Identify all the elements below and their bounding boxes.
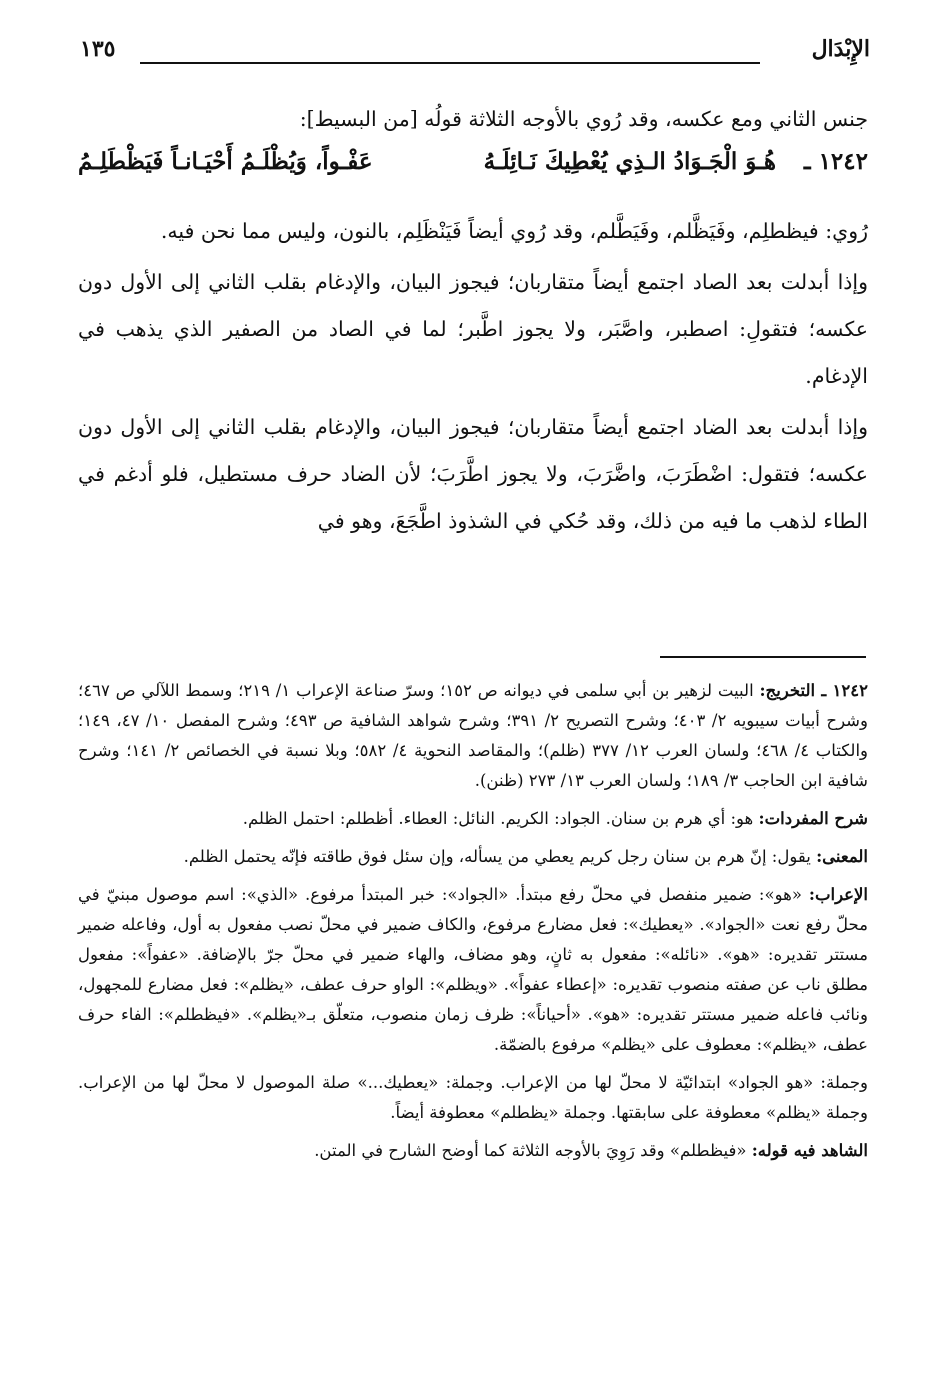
evidence-label: الشاهد فيه قوله: [751,1141,868,1160]
takhrij-text: البيت لزهير بن أبي سلمى في ديوانه ص ١٥٢؛ وسرّ صناعة الإعراب ١/ ٢١٩؛ وسمط اللآلي ص ٤٦٧؛ وشرح أبيات سيبويه ٢/ ٤٠٣؛ وشرح التصريح ٢/ ٣٩١؛ وشرح شواهد الشافية ص ٤٩٣؛ وشرح المفصل ١٠/ ٤٧، ١٤٩؛ والكتاب ٤/ ٤٦٨؛ ولسان العرب ١٢/ ٣٧٧ (ظلم)؛ والمقاصد النحوية ٤/ ٥٨٢؛ وبلا نسبة في الخصائص ٢/ ١٤١؛ وشرح شافية ابن الحاجب ٣/ ١٨٩؛ ولسان العرب ١٣/ ٢٧٣ (ظنن). [78,681,869,790]
parsing-text: «هو»: ضمير منفصل في محلّ رفع مبتدأ. «الجواد»: خبر المبتدأ مرفوع. «الذي»: اسم موصول مبنيّ في محلّ رفع نعت «الجواد». «يعطيك»: فعل مضارع مرفوع، والكاف ضمير في محلّ نصب مفعول به أول، وفاعله ضمير مستتر تقديره: «هو». «نائله»: مفعول به ثانٍ، وهو مضاف، والهاء ضمير في محلّ جرّ بالإضافة. «عفواً»: مفعول مطلق ناب عن صفته منصوب تقديره: «إعطاء عفواً». «ويظلم»: الواو حرف عطف، «يظلم»: فعل مضارع للمجهول، ونائب فاعله ضمير مستتر تقديره: «هو». «أحياناً»: ظرف زمان منصوب، متعلّق بـ«يظلم». «فيظطلم»: الفاء حرف عطف، «يظلم»: معطوف على «يظلم» مرفوع بالضمّة. [78,885,868,1054]
poetry-verse [78,144,868,194]
footnote-takhrij [78,676,868,796]
vocabulary-label: شرح المفردات: [758,809,868,828]
chapter-title: الإِبْدَال [811,36,870,62]
footnote-parsing [78,880,868,1060]
footnote-separator [660,656,866,658]
verse-number: ١٢٤٢ ـ [803,148,868,175]
footnote-meaning [78,842,868,872]
paragraph-riwayat: رُوي: فيظطلِم، وفَيَظَّلم، وفَيَطَّلم، وقد رُوي أيضاً فَيَنْظَلِم، بالنون، وليس مما نحن فيه. [160,219,868,243]
meaning-label: المعنى: [816,847,868,866]
vocabulary-text: هو: أي هرم بن سنان. الجواد: الكريم. النائل: العطاء. أظطلم: احتمل الظلم. [242,809,754,828]
footnotes [78,676,868,1174]
takhrij-label: ١٢٤٢ ـ التخريج: [759,681,868,700]
meaning-text: يقول: إنّ هرم بن سنان رجل كريم يعطي من يسأله، وإن سئل فوق طاقته فإنّه يحتمل الظلم. [183,847,811,866]
header-rule [140,62,760,64]
main-body [78,208,868,549]
intro-paragraph: جنس الثاني ومع عكسه، وقد رُوي بالأوجه الثلاثة قولُه [من البسيط]: [299,107,868,131]
intro-line [78,96,868,147]
paragraph-dad: وإذا أبدلت بعد الضاد اجتمع أيضاً متقاربان؛ فيجوز البيان، والإدغام بقلب الثاني إلى الأول دون عكسه؛ فتقول: اضْطَرَبَ، واضَّرَبَ، ولا يجوز اطَّرَبَ؛ لأن الضاد حرف مستطيل، فلو أدغم في الطاء لذهب ما فيه من ذلك، وقد حُكي في الشذوذ اطَّجَعَ، وهو في [78,415,868,533]
verse-first-hemistich: هُـوَ الْجَـوَادُ الـذِي يُعْطِيكَ نَـائِلَـهُ [483,148,776,175]
footnote-vocabulary [78,804,868,834]
footnote-evidence [78,1136,868,1166]
paragraph-sad: وإذا أبدلت بعد الصاد اجتمع أيضاً متقاربان؛ فيجوز البيان، والإدغام بقلب الثاني إلى الأول دون عكسه؛ فتقولِ: اصطبر، واصَّبَر، ولا يجوز اطَّبر؛ لما في الصاد من الصفير الذي يذهب في الإدغام. [78,270,868,388]
evidence-text: «فيظطلم» وقد رَوِيَ بالأوجه الثلاثة كما أوضح الشارح في المتن. [314,1141,747,1160]
page-number: ١٣٥ [80,36,116,62]
footnote-sentences: وجملة: «هو الجواد» ابتدائيّة لا محلّ لها من الإعراب. وجملة: «يعطيك...» صلة الموصول لا محلّ لها من الإعراب. وجملة «يظلم» معطوفة على سابقتها. وجملة «يظطلم» معطوفة أيضاً. [78,1073,868,1122]
running-header [80,36,870,72]
parsing-label: الإعراب: [808,885,869,904]
verse-second-hemistich: عَفْـواً، وَيُظْلَـمُ أَحْيَـانـاً فَيَظْطَلِـمُ [78,148,373,175]
